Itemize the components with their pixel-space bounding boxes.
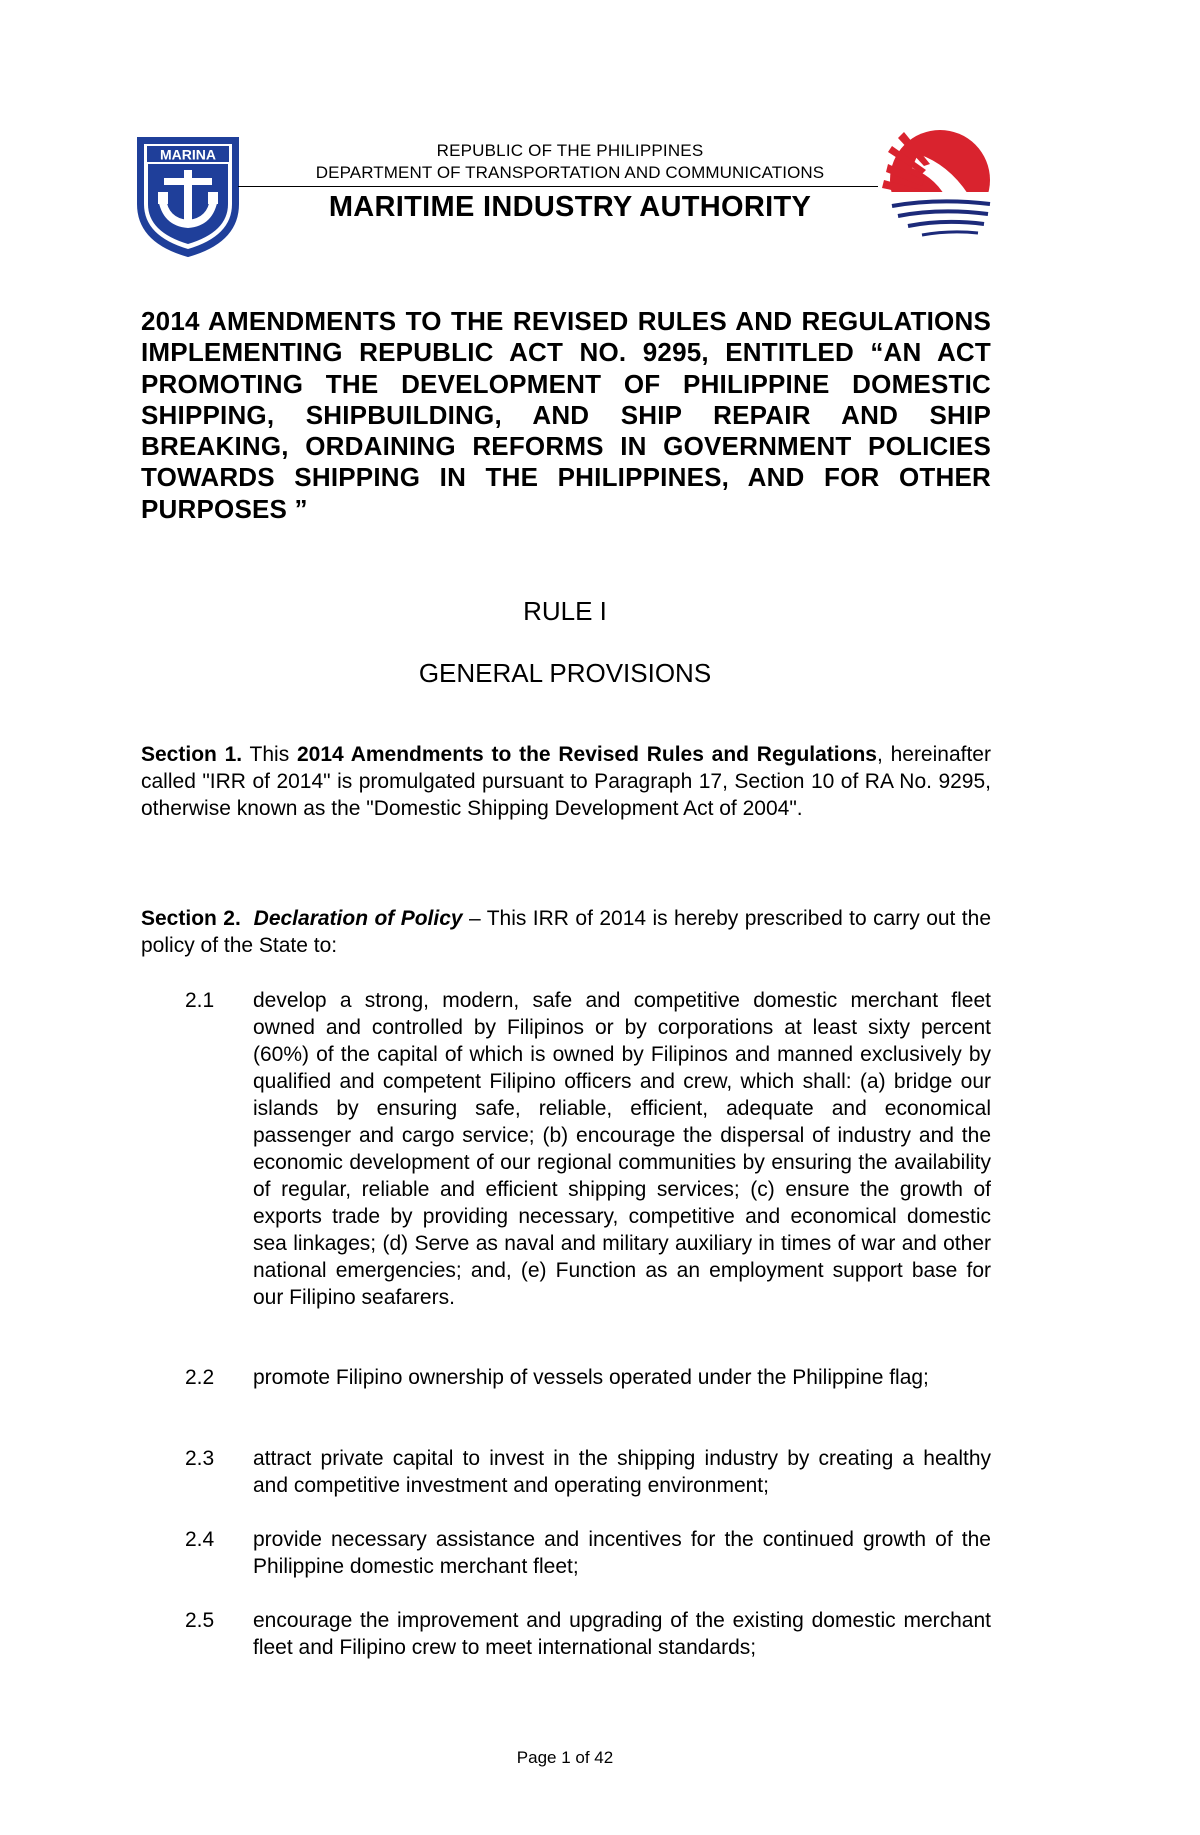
section-2-paragraph (141, 905, 991, 959)
marina-logo (134, 134, 242, 258)
document-title: 2014 AMENDMENTS TO THE REVISED RULES AND REGULATIONS IMPLEMENTING REPUBLIC ACT NO. 9295, ENTITLED “AN ACT PROMOTING THE DEVELOPMENT OF PHILIPPINE DOMESTIC SHIPPING, SHIPBUILDING, AND SHIP REPAIR AND SHIP BREAKING, ORDAINING REFORMS IN GOVERNMENT POLICIES TOWARDS SHIPPING IN THE PHILIPPINES, AND FOR OTHER PURPOSES ” (141, 306, 991, 524)
list-item-number: 2.1 (185, 989, 215, 1012)
list-item-text: attract private capital to invest in the shipping industry by creating a healthy and competitive investment and operating environment; (253, 1447, 991, 1497)
section-1-bold-title: 2014 Amendments to the Revised Rules and Regulations (297, 743, 877, 766)
section-2-heading: Declaration of Policy (253, 907, 463, 930)
section-1-body: , hereinafter called "IRR of 2014" is promulgated pursuant to Paragraph 17, Section 10 of RA No. 9295, otherwise known as the "Domestic Shipping Development Act of 2004". (141, 743, 991, 820)
section-1-paragraph (141, 741, 991, 822)
rule-heading: RULE I (523, 596, 607, 626)
dotc-logo (878, 124, 998, 244)
header-department: DEPARTMENT OF TRANSPORTATION AND COMMUNICATIONS (315, 163, 825, 182)
page-number: Page 1 of 42 (516, 1748, 614, 1767)
list-item-number: 2.3 (185, 1447, 215, 1470)
list-item-number: 2.5 (185, 1609, 215, 1632)
rule-subheading: GENERAL PROVISIONS (418, 658, 712, 688)
marina-logo-label: MARINA (160, 146, 216, 163)
section-1-intro: This (242, 743, 297, 766)
list-item-text: promote Filipino ownership of vessels operated under the Philippine flag; (253, 1366, 929, 1389)
list-item-number: 2.2 (185, 1366, 215, 1389)
section-2-label: Section 2. (141, 907, 241, 930)
section-2-body: – This IRR of 2014 is hereby prescribed to carry out the policy of the State to: (141, 907, 992, 957)
list-item-text: provide necessary assistance and incentives for the continued growth of the Philippine domestic merchant fleet; (253, 1528, 991, 1578)
list-item-text: develop a strong, modern, safe and competitive domestic merchant fleet owned and controlled by Filipinos or by corporations at least sixty percent (60%) of the capital of which is owned by Filipinos and manned exclusively by qualified and competent Filipino officers and crew, which shall: (a) bridge our islands by ensuring safe, reliable, efficient, adequate and economical passenger and cargo service; (b) encourage the dispersal of industry and the economic development of our regional communities by ensuring the availability of regular, reliable and efficient shipping services; (c) ensure the growth of exports trade by providing necessary, competitive and economical domestic sea linkages; (d) Serve as naval and military auxiliary in times of war and other national emergencies; and, (e) Function as an employment support base for our Filipino seafarers. (253, 989, 991, 1309)
header-country: REPUBLIC OF THE PHILIPPINES (436, 141, 704, 160)
header-divider (238, 186, 878, 187)
list-item-number: 2.4 (185, 1528, 215, 1551)
header-agency-title: MARITIME INDUSTRY AUTHORITY (328, 191, 812, 223)
list-item-text: encourage the improvement and upgrading of the existing domestic merchant fleet and Filipino crew to meet international standards; (253, 1609, 991, 1659)
section-1-label: Section 1. (141, 743, 243, 766)
